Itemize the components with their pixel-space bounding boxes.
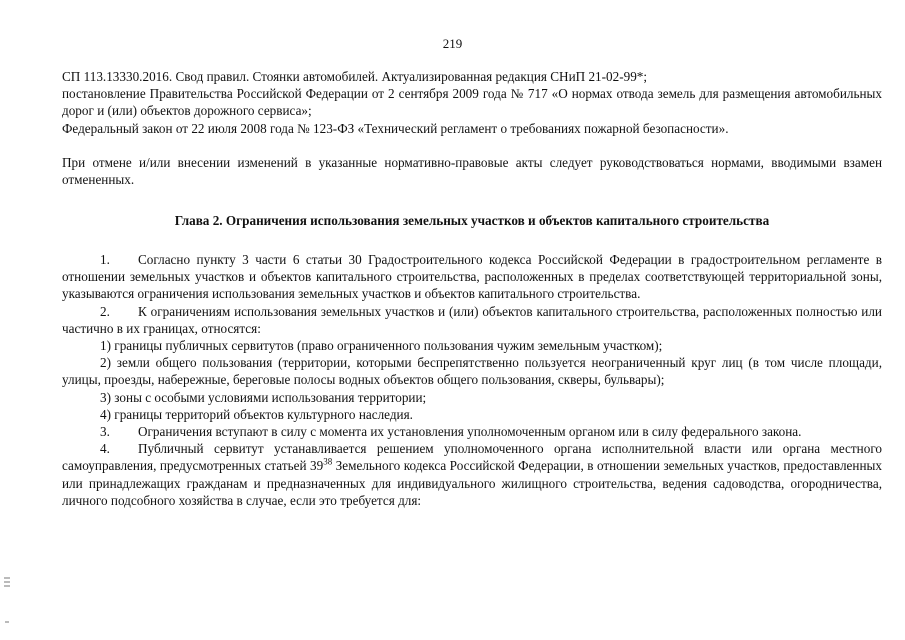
chapter-body bbox=[62, 251, 882, 509]
reference-line: Федеральный закон от 22 июля 2008 года № 123-ФЗ «Технический регламент о требованиях пожарной безопасности». bbox=[62, 120, 729, 136]
paragraph-text: Ограничения вступают в силу с момента их установления уполномоченным органом или в силу федерального закона. bbox=[138, 424, 802, 440]
list-item: 1) границы публичных сервитутов (право ограниченного пользования чужим земельным участком); bbox=[100, 338, 663, 354]
article-superscript: 38 bbox=[323, 457, 333, 468]
paragraph-1 bbox=[62, 251, 882, 303]
list-item: 4) границы территорий объектов культурного наследия. bbox=[100, 406, 413, 422]
page-number: 219 bbox=[442, 36, 463, 51]
paragraph-2 bbox=[62, 303, 882, 337]
paragraph-text: Согласно пункту 3 части 6 статьи 30 Градостроительного кодекса Российской Федерации в градостроительном регламенте в отношении земельных участков и объектов капитального строительства, расположенных в пределах соответствующей территориальной зоны, указываются ограничения использования земельных участков и объектов капитального строительства. bbox=[62, 252, 882, 302]
list-item: 2) земли общего пользования (территории, которыми беспрепятственно пользуется неограниченный круг лиц (в том числе площади, улицы, проезды, набережные, береговые полосы водных объектов общего пользования, скверы, бульвары); bbox=[62, 355, 882, 388]
scan-artifact-icon bbox=[4, 570, 10, 630]
chapter-title: Глава 2. Ограничения использования земельных участков и объектов капитального строительства bbox=[174, 213, 770, 228]
paragraph-3 bbox=[62, 423, 882, 440]
note-block bbox=[62, 154, 882, 188]
reference-line: СП 113.13330.2016. Свод правил. Стоянки автомобилей. Актуализированная редакция СНиП 21-02-99*; bbox=[62, 69, 648, 84]
scan-margin-mark bbox=[4, 570, 10, 630]
list-item: 3) зоны с особыми условиями использования территории; bbox=[100, 389, 427, 405]
paragraph-text: К ограничениям использования земельных участков и (или) объектов капитального строительства, расположенных полностью или частично в их границах, относятся: bbox=[62, 303, 882, 336]
paragraph-4 bbox=[62, 440, 882, 509]
paragraph-number: 1. bbox=[100, 252, 110, 267]
reference-line: постановление Правительства Российской Федерации от 2 сентября 2009 года № 717 «О нормах отвода земель для размещения автомобильных дорог и (или) объектов дорожного сервиса»; bbox=[62, 86, 882, 119]
paragraph-number: 2. bbox=[100, 303, 110, 319]
paragraph-number: 4. bbox=[100, 441, 110, 457]
note-text: При отмене и/или внесении изменений в указанные нормативно-правовые акты следует руководствоваться нормами, вводимыми взамен отмененных. bbox=[62, 155, 882, 188]
paragraph-text: Публичный сервитут устанавливается решением уполномоченного органа исполнительной власти или органа местного самоуправления, предусмотренных статьей 39 bbox=[62, 441, 882, 474]
references-block bbox=[62, 68, 882, 137]
paragraph-text: Земельного кодекса Российской Федерации, в отношении земельных участков, предоставленных или принадлежащих гражданам и предназначенных для индивидуального жилищного строительства, ведения садоводства, огородничества, личного подсобного хозяйства в случае, если это требуется для: bbox=[62, 458, 882, 508]
paragraph-number: 3. bbox=[100, 424, 110, 440]
